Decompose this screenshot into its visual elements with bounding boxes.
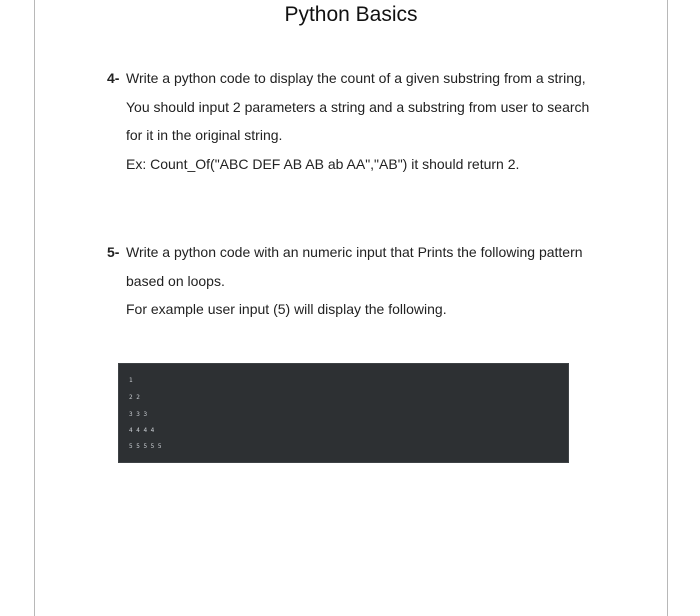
console-line-4: 4 4 4 4 xyxy=(129,427,155,434)
question-4-line-2: You should input 2 parameters a string and a substring from user to search xyxy=(126,99,590,115)
question-4-line-3: for it in the original string. xyxy=(126,127,283,143)
page-gutter-left xyxy=(0,0,35,616)
console-line-5: 5 5 5 5 5 xyxy=(129,443,162,450)
question-4-line-1: Write a python code to display the count of a given substring from a string, xyxy=(126,70,586,86)
console-line-1: 1 xyxy=(129,377,133,384)
console-output-image xyxy=(118,363,569,463)
question-5-number: 5- xyxy=(107,244,120,260)
console-line-2: 2 2 xyxy=(129,394,140,401)
question-5-line-3: For example user input (5) will display the following. xyxy=(126,301,447,317)
console-line-3: 3 3 3 xyxy=(129,411,148,418)
page-title: Python Basics xyxy=(284,3,418,26)
page-gutter-right xyxy=(667,0,700,616)
question-5-line-1: Write a python code with an numeric input that Prints the following pattern xyxy=(126,244,583,260)
question-4-example: Ex: Count_Of("ABC DEF AB AB ab AA","AB") it should return 2. xyxy=(126,156,520,172)
question-4-number: 4- xyxy=(107,70,120,86)
document-page xyxy=(35,0,667,616)
question-5-line-2: based on loops. xyxy=(126,273,225,289)
